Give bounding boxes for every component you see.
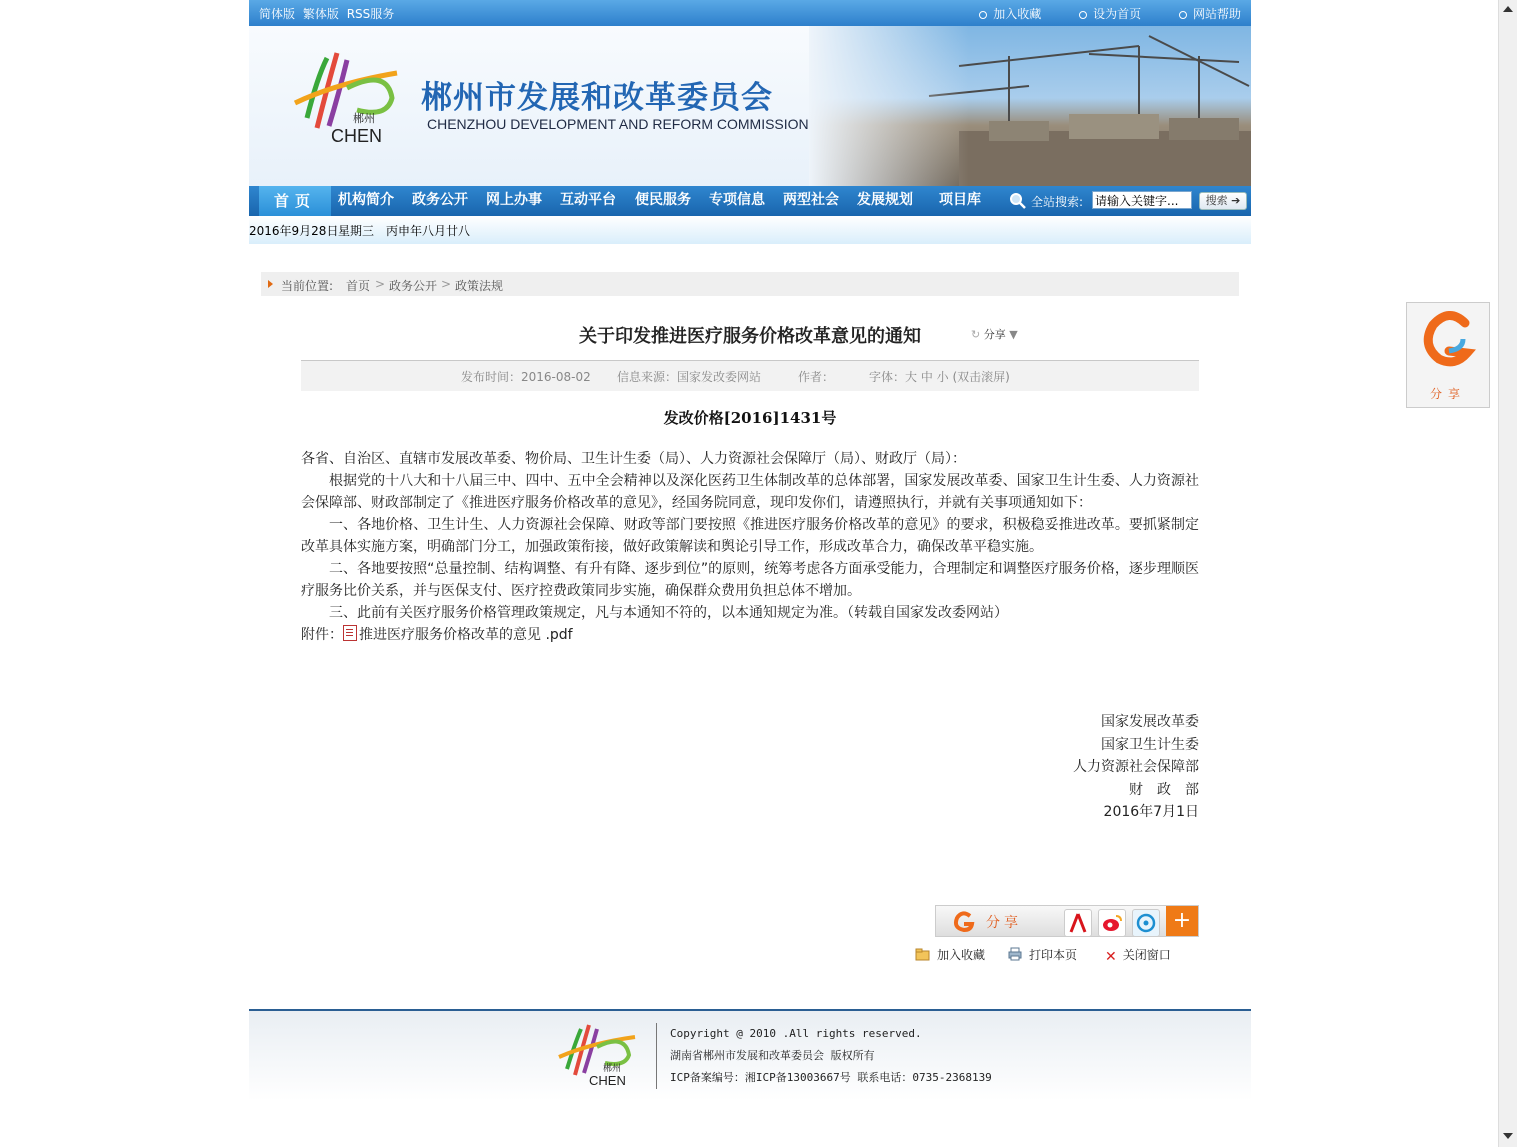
signatory-ndrc: 国家发展改革委 <box>1101 714 1199 730</box>
share-bar <box>935 905 1199 937</box>
bullet-icon <box>979 11 987 19</box>
page <box>249 0 1251 1147</box>
nav-item-special-info[interactable]: 专项信息 <box>709 192 765 208</box>
rss-link[interactable]: RSS服务 <box>346 7 395 21</box>
signatory-finance: 财 政 部 <box>1129 781 1199 798</box>
article-body <box>301 448 1199 646</box>
scroll-down-arrow-icon[interactable] <box>1503 1133 1513 1139</box>
site-title: 郴州市发展和改革委员会 <box>421 80 773 116</box>
printer-icon <box>1007 947 1023 961</box>
breadcrumb-home[interactable]: 首页 <box>346 279 371 293</box>
site-help-link[interactable] <box>1179 7 1241 21</box>
signature-date: 2016年7月1日 <box>1103 804 1199 820</box>
paragraph-three: 三、此前有关医疗服务价格管理政策规定，凡与本通知不符的，以本通知规定为准。（转载自国家发改委网站） <box>329 605 1008 621</box>
vertical-scrollbar[interactable] <box>1498 0 1517 1147</box>
icp-text: ICP备案编号：湘ICP备13003667号 联系电话：0735-2368139 <box>670 1071 992 1084</box>
share-swirl-icon: ↻ <box>971 328 981 341</box>
city-logo <box>287 48 407 148</box>
pdf-icon <box>343 625 357 641</box>
title-share-button[interactable] <box>971 326 1018 342</box>
footer-logo <box>555 1021 641 1087</box>
attachment-link[interactable]: 推进医疗服务价格改革的意见 .pdf <box>359 627 573 643</box>
current-date: 2016年9月28日 <box>249 224 339 238</box>
title-share-label: 分享 <box>983 328 1006 341</box>
close-window-action-label: 关闭窗口 <box>1122 948 1171 962</box>
copyright-text: Copyright @ 2010 .All rights reserved. <box>670 1027 922 1040</box>
breadcrumb-policy: 政策法规 <box>455 279 504 293</box>
scroll-up-arrow-icon[interactable] <box>1503 6 1513 12</box>
simplified-link[interactable]: 简体版 <box>259 7 296 21</box>
paragraph-two: 二、各地要按照“总量控制、结构调整、有升有降、逐步到位”的原则，统筹考虑各方面承受能力，合理制定和调整医疗服务价格，逐步理顺医疗服务比价关系，并与医保支付、医疗控费政策同步实施，确保群众费用负担总体不增加。 <box>301 561 1199 599</box>
footer-info <box>670 1023 992 1089</box>
search-label: 全站搜索: <box>1031 195 1084 209</box>
add-favorite-link[interactable] <box>979 7 1041 21</box>
more-share-button[interactable]: + <box>1166 906 1198 936</box>
info-source: 信息来源：国家发改委网站 <box>617 370 762 384</box>
signatory-hrss: 人力资源社会保障部 <box>1073 759 1199 775</box>
paragraph-addressees: 各省、自治区、直辖市发展改革委、物价局、卫生计生委（局）、人力资源社会保障厅（局）、财政厅（局）： <box>301 451 966 467</box>
arrow-right-icon: ➔ <box>1231 194 1241 207</box>
breadcrumb-arrow-icon <box>268 280 273 288</box>
nav-item-about[interactable]: 机构简介 <box>338 192 394 208</box>
share-label[interactable]: 分享 <box>986 915 1022 931</box>
date-line <box>249 216 1251 244</box>
logo-en-text: CHEN <box>331 126 383 146</box>
font-size-switch[interactable]: 字体：大 中 小 (双击滚屏) <box>869 370 1010 384</box>
close-window-action[interactable] <box>1105 946 1171 963</box>
weibo-glyph-icon <box>1099 910 1125 936</box>
share-logo-icon <box>1419 309 1477 377</box>
floating-share-label: 分享 <box>1429 387 1466 401</box>
nav-item-projects[interactable]: 项目库 <box>939 192 981 208</box>
search-input[interactable]: 请输入关键字... <box>1092 191 1192 209</box>
banner <box>249 26 1251 186</box>
footer <box>249 1009 1251 1101</box>
add-favorite-action-label: 加入收藏 <box>937 948 986 962</box>
close-icon: ✕ <box>1105 949 1117 965</box>
version-links <box>259 5 398 22</box>
weibo-icon[interactable] <box>1098 909 1126 937</box>
breadcrumb-separator-icon: > <box>375 277 386 291</box>
nav-item-interaction[interactable]: 互动平台 <box>560 192 616 208</box>
top-bar <box>249 0 1251 26</box>
article-meta <box>301 360 1199 391</box>
signatory-health: 国家卫生计生委 <box>1101 736 1199 753</box>
search-button[interactable] <box>1199 192 1247 210</box>
logo-cn-text: 郴州 <box>353 112 375 125</box>
floating-share-widget[interactable] <box>1406 302 1490 408</box>
breadcrumb-label: 当前位置: <box>281 279 334 293</box>
nav-home[interactable]: 首页 <box>259 186 331 216</box>
construction-photo <box>809 26 1251 186</box>
nav-item-gov-affairs[interactable]: 政务公开 <box>412 192 468 208</box>
renren-glyph-icon <box>1065 910 1091 936</box>
chevron-down-icon: ▼ <box>1009 328 1018 341</box>
paragraph-intro: 根据党的十八大和十八届三中、四中、五中全会精神以及深化医药卫生体制改革的总体部署，国家发展改革委、国家卫生计生委、人力资源社会保障部、财政部制定了《推进医疗服务价格改革的意见》，经国务院同意，现印发你们，请遵照执行，并就有关事项通知如下： <box>301 473 1199 511</box>
bullet-icon <box>1179 11 1187 19</box>
footer-divider <box>656 1023 657 1089</box>
article-title: 关于印发推进医疗服务价格改革意见的通知 <box>579 326 921 347</box>
share-logo-icon[interactable] <box>952 910 976 934</box>
attachment-line <box>301 624 1199 646</box>
attachment-label: 附件： <box>301 627 343 643</box>
breadcrumb-gov-affairs[interactable]: 政务公开 <box>389 279 438 293</box>
add-favorite-action[interactable] <box>915 946 985 963</box>
print-page-action[interactable] <box>1007 946 1077 963</box>
owner-text: 湖南省郴州市发展和改革委员会 版权所有 <box>670 1049 875 1062</box>
photo-fade <box>809 26 969 186</box>
nav-item-public-services[interactable]: 便民服务 <box>635 192 691 208</box>
paragraph-one: 一、各地价格、卫生计生、人力资源社会保障、财政等部门要按照《推进医疗服务价格改革的意见》的要求，积极稳妥推进改革。要抓紧制定改革具体实施方案，明确部门分工，加强政策衔接，做好政策解读和舆论引导工作，形成改革合力，确保改革平稳实施。 <box>301 517 1199 555</box>
nav-item-online-services[interactable]: 网上办事 <box>486 192 542 208</box>
current-weekday: 星期三 <box>338 224 375 238</box>
footer-logo-en: CHEN <box>589 1073 626 1087</box>
set-homepage-label: 设为首页 <box>1093 7 1142 21</box>
print-page-action-label: 打印本页 <box>1029 948 1078 962</box>
search-button-label: 搜索 <box>1205 194 1228 207</box>
tencent-weibo-icon[interactable] <box>1132 909 1160 937</box>
footer-logo-cn: 郴州 <box>603 1064 622 1074</box>
add-favorite-label: 加入收藏 <box>993 7 1042 21</box>
traditional-link[interactable]: 繁体版 <box>302 7 339 21</box>
renren-icon[interactable] <box>1064 909 1092 937</box>
quick-links <box>945 5 1241 22</box>
breadcrumb-separator-icon: > <box>441 277 452 291</box>
search-icon <box>1009 192 1027 210</box>
set-homepage-link[interactable] <box>1079 7 1141 21</box>
folder-star-icon <box>915 947 931 961</box>
breadcrumb <box>261 272 1239 296</box>
document-number: 发改价格[2016]1431号 <box>663 409 837 427</box>
author: 作者： <box>798 370 835 384</box>
tencent-glyph-icon <box>1133 910 1159 936</box>
signature-block <box>899 711 1199 824</box>
site-help-label: 网站帮助 <box>1192 7 1241 21</box>
bullet-icon <box>1079 11 1087 19</box>
site-subtitle: CHENZHOU DEVELOPMENT AND REFORM COMMISSION <box>427 116 809 132</box>
main-nav <box>249 186 1251 216</box>
nav-item-two-type-society[interactable]: 两型社会 <box>783 192 839 208</box>
publish-time: 发布时间：2016-08-02 <box>461 370 591 384</box>
lunar-date: 丙申年八月廿八 <box>386 224 471 238</box>
nav-item-planning[interactable]: 发展规划 <box>857 192 913 208</box>
